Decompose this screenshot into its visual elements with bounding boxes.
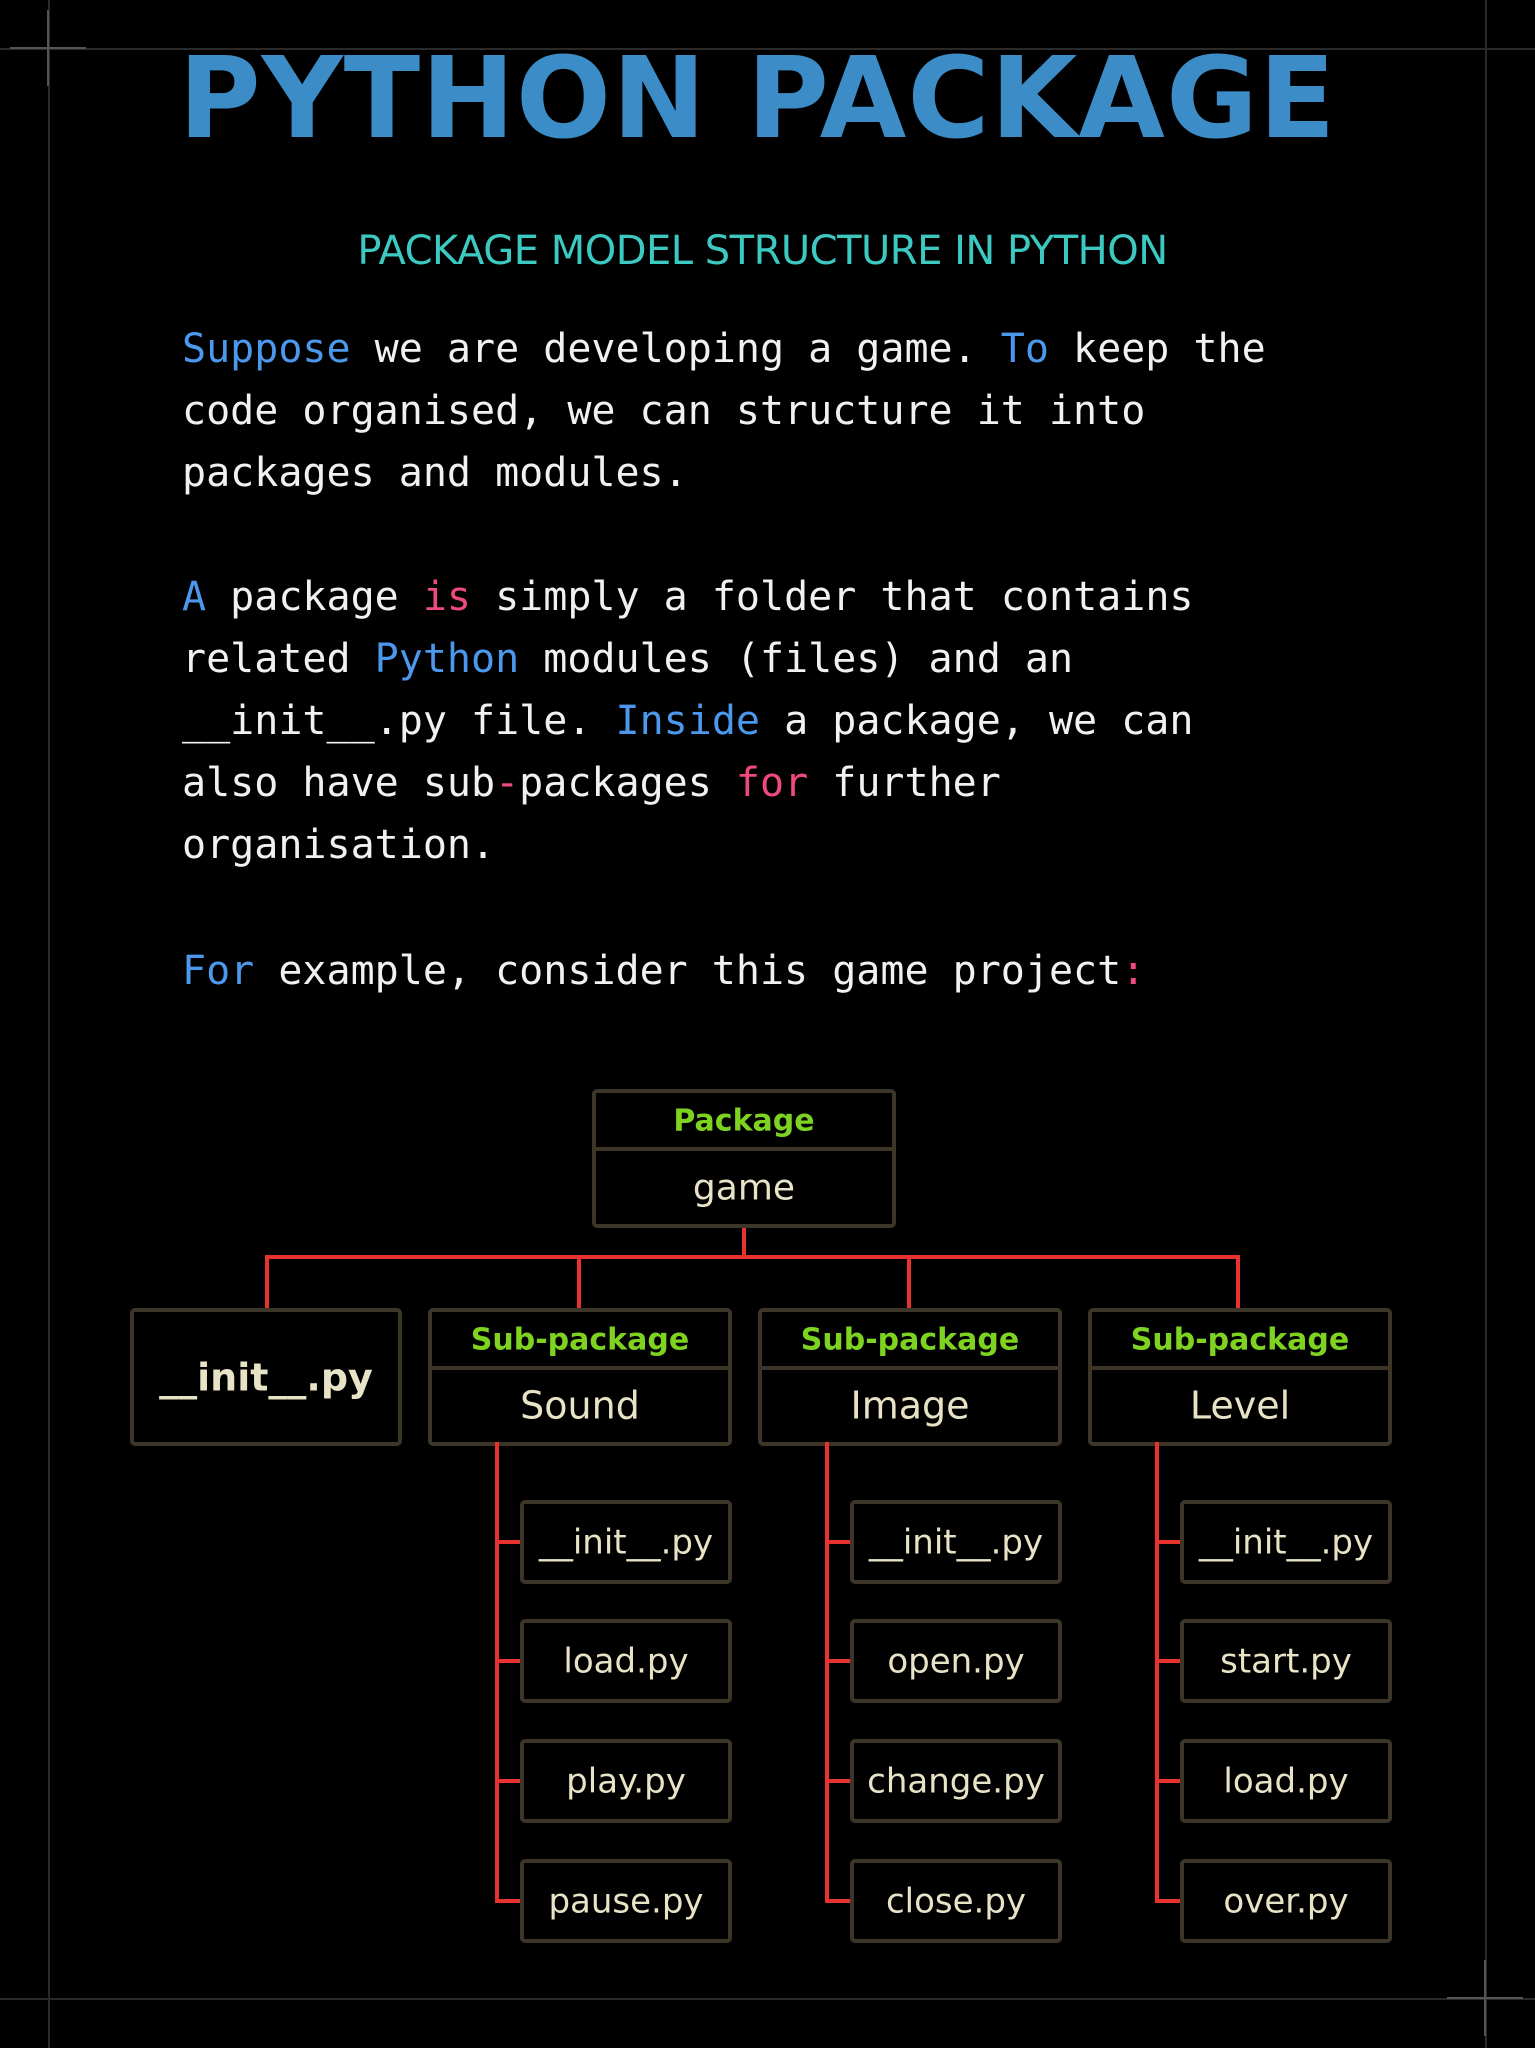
paragraph-text: package bbox=[206, 574, 423, 620]
file-label: load.py bbox=[563, 1641, 689, 1682]
root-package-name: game bbox=[692, 1167, 796, 1209]
file-label: __init__.py bbox=[538, 1522, 714, 1563]
file-label: start.py bbox=[1220, 1641, 1352, 1682]
paragraph-text: simply a folder that contains related bbox=[182, 574, 1194, 682]
file-label: open.py bbox=[887, 1641, 1025, 1682]
keyword: A bbox=[182, 574, 207, 620]
paragraph-text: further organisation. bbox=[182, 760, 1001, 868]
root-init-file-label: __init__.py bbox=[159, 1355, 373, 1400]
paragraph-text: example, consider this game project bbox=[254, 948, 1122, 994]
subpackage-sound-name: Sound bbox=[520, 1383, 640, 1428]
keyword: Inside bbox=[615, 698, 760, 744]
subpackage-sound-tag: Sub-package bbox=[470, 1322, 690, 1358]
paragraph-text: a package, we can also have sub bbox=[182, 698, 1194, 806]
keyword: To bbox=[1000, 326, 1049, 372]
file-label: pause.py bbox=[548, 1881, 704, 1922]
keyword: For bbox=[182, 948, 255, 994]
paragraph-text: keep the code organised, we can structure it into packages and modules. bbox=[182, 326, 1266, 496]
paragraph-text: we are developing a game. bbox=[350, 326, 1001, 372]
subpackage-level-name: Level bbox=[1189, 1383, 1291, 1428]
file-label: __init__.py bbox=[1198, 1522, 1374, 1563]
file-label: close.py bbox=[885, 1881, 1027, 1922]
keyword: Python bbox=[374, 636, 520, 682]
file-label: play.py bbox=[566, 1761, 686, 1802]
page-subtitle: PACKAGE MODEL STRUCTURE IN PYTHON bbox=[357, 228, 1168, 274]
subpackage-level-tag: Sub-package bbox=[1130, 1322, 1350, 1358]
paragraph-text: packages bbox=[519, 760, 736, 806]
subpackage-image-name: Image bbox=[850, 1383, 970, 1428]
keyword: is bbox=[422, 574, 472, 620]
file-label: change.py bbox=[867, 1761, 1045, 1802]
keyword: Suppose bbox=[182, 326, 351, 372]
paragraph-text: modules (files) and an __init__.py file. bbox=[182, 636, 1074, 744]
keyword: for bbox=[735, 760, 809, 806]
file-label: load.py bbox=[1223, 1761, 1349, 1802]
subpackage-image-tag: Sub-package bbox=[800, 1322, 1020, 1358]
file-label: over.py bbox=[1223, 1881, 1349, 1922]
keyword: - bbox=[495, 760, 520, 806]
page-title: PYTHON PACKAGE bbox=[178, 34, 1337, 164]
file-label: __init__.py bbox=[868, 1522, 1044, 1563]
root-package-tag: Package bbox=[673, 1103, 815, 1139]
keyword: : bbox=[1121, 948, 1146, 994]
